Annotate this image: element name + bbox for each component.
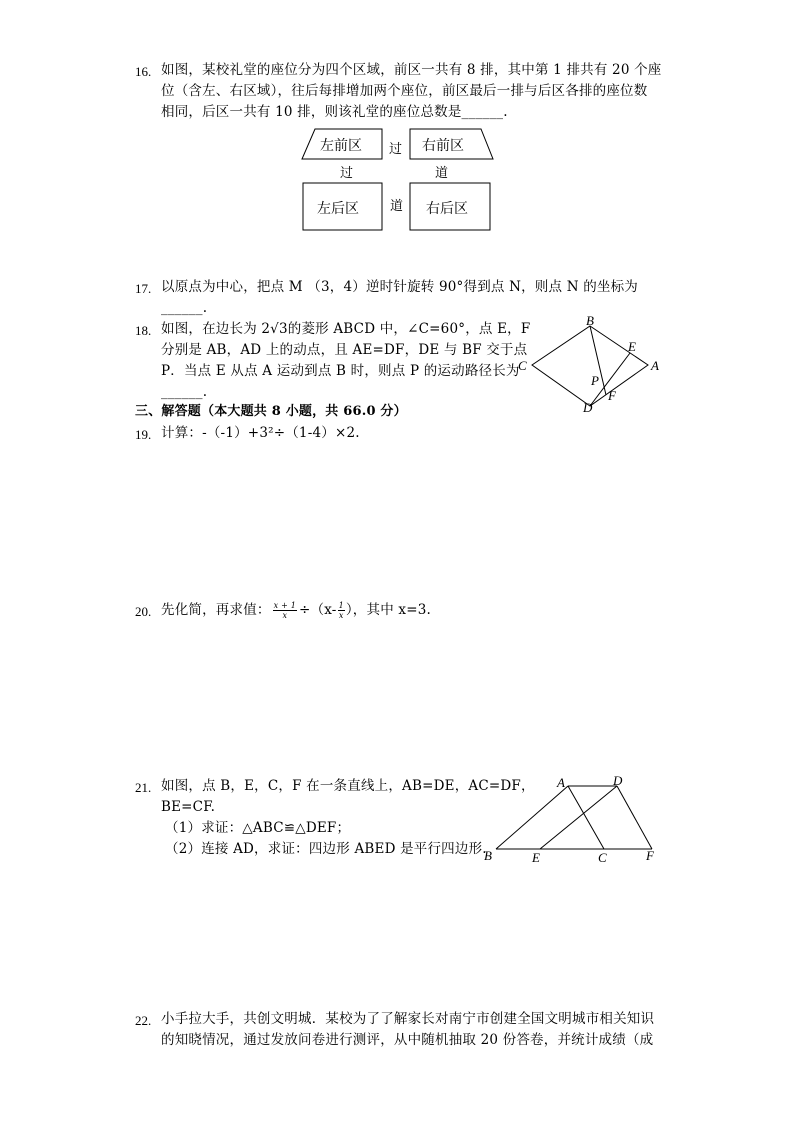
fraction-numerator: 1	[338, 600, 344, 610]
question-text-mid: ÷（x-	[299, 602, 337, 618]
question-number: 22.	[135, 1013, 152, 1028]
label-C: C	[518, 358, 527, 373]
left-front-label: 左前区	[320, 139, 362, 154]
question-text	[161, 600, 431, 620]
question-text-suffix: ），其中 x=3.	[345, 602, 432, 618]
label-E: E	[628, 339, 636, 354]
question-text-line: 如图，在边长为 2√3的菱形 ABCD 中，∠C=60°，点 E，F	[161, 321, 531, 337]
question-text-line: ______.	[161, 300, 208, 316]
triangles-figure	[480, 770, 670, 868]
label-A: A	[557, 775, 565, 790]
label-A: A	[651, 358, 659, 373]
fraction	[338, 601, 345, 620]
section-heading: 三、解答题（本大题共 8 小题，共 66.0 分）	[135, 404, 407, 419]
segment-AC	[568, 786, 604, 849]
question-number: 20.	[135, 604, 152, 619]
auditorium-figure	[298, 126, 498, 236]
question-number: 16.	[135, 64, 152, 79]
question-text-line: 如图，某校礼堂的座位分为四个区域，前区一共有 8 排，其中第 1 排共有 20 个座	[161, 62, 662, 78]
aisle-char: 道	[435, 165, 449, 180]
question-text: 计算：-（-1）+3²÷（1-4）×2.	[161, 425, 360, 441]
question-text-line: BE=CF.	[161, 799, 216, 815]
label-E: E	[532, 850, 540, 865]
question-number: 17.	[135, 281, 152, 296]
rhombus-ABCD	[532, 326, 648, 406]
segment-AB	[496, 786, 568, 849]
label-P: P	[591, 373, 599, 388]
question-text-line: 小手拉大手，共创文明城．某校为了了解家长对南宁市创建全国文明城市相关知识	[161, 1011, 655, 1027]
label-B: B	[586, 313, 594, 328]
question-text-line: 的知晓情况，通过发放问卷进行测评，从中随机抽取 20 份答卷，并统计成绩（成	[161, 1032, 654, 1048]
segment-DE	[540, 786, 617, 849]
label-F: F	[646, 848, 654, 863]
question-text-line: 位（含左、右区域），往后每排增加两个座位，前区最后一排与后区各排的座位数	[161, 83, 648, 99]
question-text-line: P．当点 E 从点 A 运动到点 B 时，则点 P 的运动路径长为	[161, 363, 520, 379]
aisle-char: 道	[390, 198, 404, 213]
fraction-denominator: x	[338, 610, 344, 620]
question-text-line: 以原点为中心，把点 M （3，4）逆时针旋转 90°得到点 N，则点 N 的坐标为	[161, 279, 639, 295]
segment-DF	[617, 786, 652, 849]
question-part: （1）求证：△ABC≌△DEF；	[165, 820, 351, 836]
aisle-char: 过	[340, 165, 354, 180]
label-D: D	[613, 773, 623, 788]
question-text-line: 相同，后区一共有 10 排，则该礼堂的座位总数是______.	[161, 104, 508, 120]
question-text-line: 如图，点 B，E，C，F 在一条直线上，AB=DE，AC=DF，	[161, 778, 535, 794]
fraction	[273, 601, 297, 620]
right-back-label: 右后区	[426, 202, 468, 217]
fraction-denominator: x	[282, 610, 288, 620]
label-B: B	[484, 848, 492, 863]
rhombus-figure	[510, 312, 670, 420]
question-number: 21.	[135, 780, 152, 795]
question-number: 18.	[135, 323, 152, 338]
question-text-prefix: 先化简，再求值：	[161, 602, 271, 618]
question-text-line: ______.	[161, 384, 208, 400]
left-back-label: 左后区	[317, 202, 359, 217]
question-text-line: 分别是 AB，AD 上的动点，且 AE=DF，DE 与 BF 交于点	[161, 342, 528, 358]
label-C: C	[598, 850, 607, 865]
question-part: （2）连接 AD，求证：四边形 ABED 是平行四边形.	[165, 841, 487, 857]
aisle-char: 过	[389, 141, 403, 156]
label-F: F	[608, 388, 616, 403]
label-D: D	[583, 400, 593, 415]
right-front-label: 右前区	[422, 139, 464, 154]
question-number: 19.	[135, 427, 152, 442]
fraction-numerator: x + 1	[273, 600, 296, 610]
